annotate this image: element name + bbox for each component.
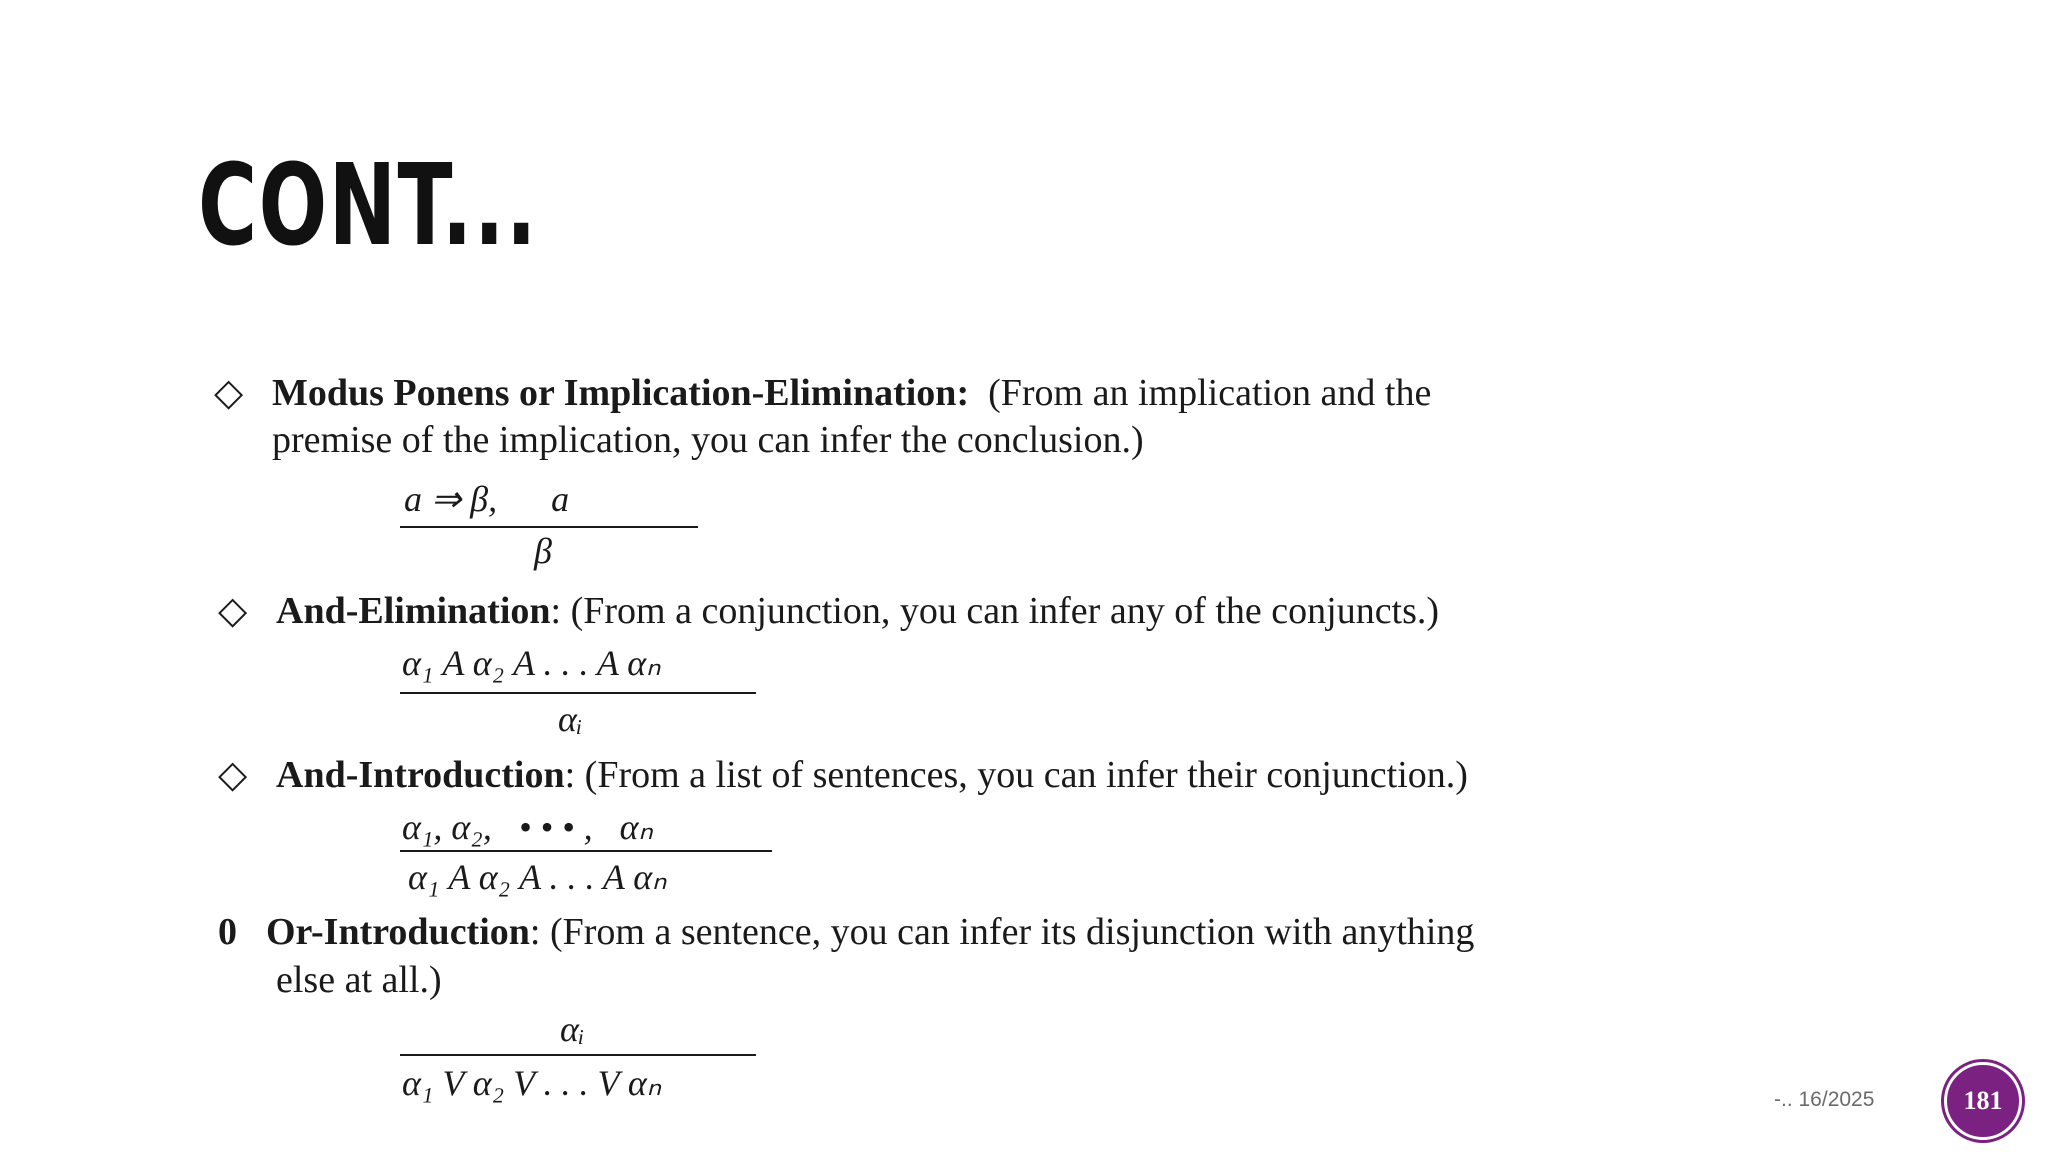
footer-date: -.. 16/2025	[1774, 1088, 1875, 1111]
diamond-bullet-icon: ◇	[214, 372, 244, 414]
fraction-bar	[400, 526, 698, 528]
fraction-denominator: αᵢ	[558, 699, 583, 739]
rule-name: And-Elimination	[276, 590, 551, 632]
page-number-badge: 181	[1944, 1062, 2022, 1140]
fraction-denominator: α₁ V α₂ V . . . V αₙ	[402, 1063, 662, 1103]
bullet-marker: 0	[218, 911, 237, 953]
fraction-numerator: αᵢ	[560, 1009, 585, 1049]
fraction-numerator: a ⇒ β, a	[404, 479, 570, 519]
fraction-bar	[400, 692, 756, 694]
rule-description: (From an implication and the	[988, 372, 1432, 414]
rule-description: : (From a sentence, you can infer its disjunction with anything	[529, 911, 1475, 953]
rule-description: : (From a list of sentences, you can infer their conjunction.)	[564, 754, 1468, 796]
diamond-bullet-icon: ◇	[218, 754, 248, 796]
fraction-numerator: α₁, α₂, • • • , αₙ	[402, 807, 653, 847]
rule-description-continued: else at all.)	[276, 959, 442, 1001]
rule-and-introduction	[218, 752, 1818, 797]
rule-description-continued: premise of the implication, you can infer the conclusion.)	[272, 419, 1144, 461]
slide-title: CONT...	[198, 141, 538, 271]
rule-or-introduction	[218, 910, 1818, 1001]
fraction-bar	[400, 850, 772, 852]
fraction-denominator: β	[534, 531, 552, 571]
rule-description: : (From a conjunction, you can infer any of the conjuncts.)	[550, 590, 1440, 632]
diamond-bullet-icon: ◇	[218, 590, 248, 632]
fraction-denominator: α₁ A α₂ A . . . A αₙ	[408, 857, 667, 897]
fraction-numerator: α₁ A α₂ A . . . A αₙ	[402, 643, 661, 683]
rule-name: Or-Introduction	[266, 911, 530, 953]
rule-and-elimination	[218, 588, 1818, 633]
rule-name: Modus Ponens or Implication-Elimination:	[272, 372, 970, 414]
rule-modus-ponens	[214, 370, 1814, 461]
fraction-bar	[400, 1054, 756, 1056]
rule-name: And-Introduction	[276, 754, 565, 796]
